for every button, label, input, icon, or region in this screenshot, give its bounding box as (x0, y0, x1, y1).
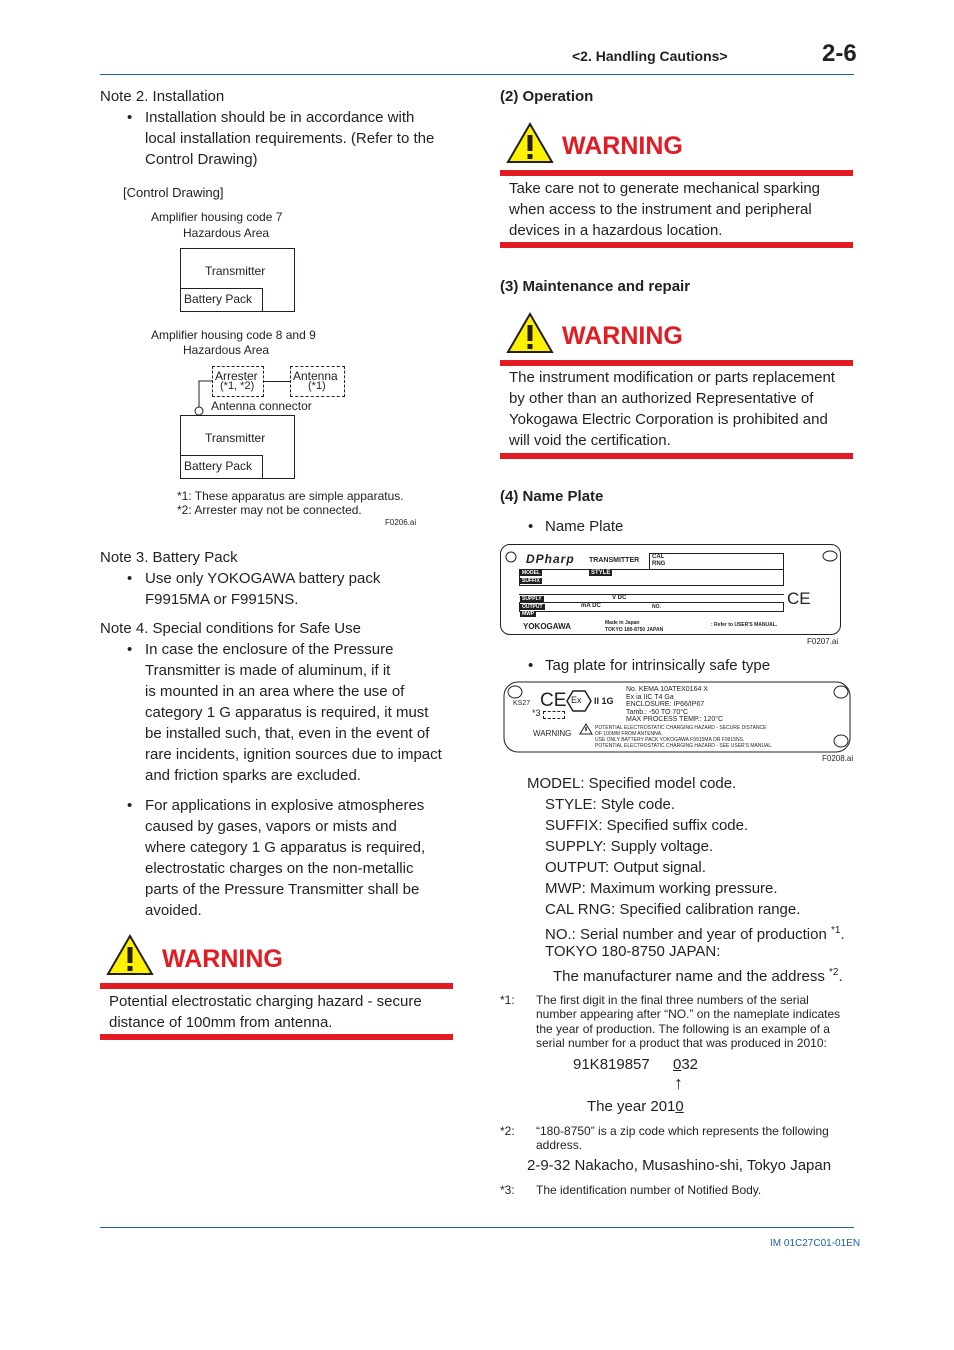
warning-title: WARNING (562, 322, 683, 350)
plate-rng: RNG (652, 561, 666, 567)
arrester-label: Arrester (215, 369, 258, 383)
drawing-footnote-1: *1: These apparatus are simple apparatus. (177, 489, 404, 503)
control-drawing-label: [Control Drawing] (123, 185, 224, 200)
bullet-dot: • (528, 657, 534, 674)
plate-cal: CAL (652, 554, 665, 560)
note2-heading: Note 2. Installation (100, 88, 225, 105)
footnote-1-text: The first digit in the final three numbers of the serial number appearing after “NO.” on the nameplate indicates the year of production. The following is an example of a serial number for a product that was produced in 2010: (536, 993, 841, 1051)
note3-text: Use only YOKOGAWA battery pack F9915MA or F9915NS. (145, 570, 381, 608)
battery-pack-label-2: Battery Pack (184, 459, 253, 473)
warning-triangle-icon (506, 122, 554, 164)
note2-text: Installation should be in accordance with local installation requirements. (Refer to the Control Drawing) (145, 109, 435, 168)
def-output: OUTPUT: Output signal. (545, 859, 706, 876)
warning-bar-bottom (500, 242, 853, 248)
model-field (519, 569, 784, 586)
plate-no: NO. (652, 604, 661, 610)
note4-heading: Note 4. Special conditions for Safe Use (100, 620, 361, 637)
bullet-dot: • (127, 570, 133, 587)
warning-triangle-icon (506, 312, 554, 354)
bullet-dot: • (127, 641, 133, 658)
yokogawa-logo: YOKOGAWA (523, 622, 572, 631)
tag-cert-text: No. KEMA 10ATEX0164 X Ex ia IIC T4 Ga ENCLOSURE: IP66/IP67 Tamb.: -50 TO 70°C MAX PROCESS TEMP.: 120°C (626, 686, 724, 724)
battery-pack-label: Battery Pack (184, 292, 253, 306)
tag-group: II 1G (594, 696, 614, 706)
year-example: The year 2010 (587, 1098, 684, 1115)
arrester-note: (*1, *2) (220, 380, 255, 392)
antenna-label: Antenna (293, 369, 338, 383)
running-header: <2. Handling Cautions> (572, 48, 728, 64)
tag-ks27: KS27 (513, 700, 531, 707)
warning-bar-bottom (100, 1034, 453, 1040)
up-arrow-icon: ↑ (674, 1073, 683, 1093)
def-tokyo: TOKYO 180-8750 JAPAN: (545, 943, 721, 960)
antenna-note: (*1) (308, 380, 326, 392)
def-maker: The manufacturer name and the address $^{*2}$. (553, 967, 843, 985)
footnote-2-text: “180-8750” is a zip code which represents the following address. (536, 1124, 829, 1153)
dpharp-logo: DPharp (526, 552, 575, 566)
header-rule (100, 74, 854, 75)
def-model: MODEL: Specified model code. (527, 775, 737, 792)
bullet-dot: • (127, 109, 133, 126)
note4-bullet2: For applications in explosive atmospheres caused by gases, vapors or mists and where category 1 G apparatus is required, electrostatic charges on the non-metallic parts of the Pressure Transmitter shall be avoided. (145, 797, 426, 919)
footnote-3-mark: *3: (500, 1183, 515, 1197)
tag-star3: *3 (532, 708, 541, 718)
tag-ce-mark: CE (540, 690, 567, 711)
bullet-dot: • (528, 518, 534, 535)
note3-heading: Note 3. Battery Pack (100, 549, 238, 566)
plate-model: MODEL (522, 570, 541, 576)
def-cal: CAL RNG: Specified calibration range. (545, 901, 801, 918)
nameplate-bullet: Name Plate (545, 518, 624, 535)
operation-text: Take care not to generate mechanical sparking when access to the instrument and peripheral devices in a hazardous location. (509, 180, 821, 239)
warning-bar-top (100, 983, 453, 989)
def-supply: SUPPLY: Supply voltage. (545, 838, 714, 855)
warning-bar-top (500, 170, 853, 176)
maintenance-heading: (3) Maintenance and repair (500, 278, 691, 295)
warning-triangle-icon (106, 934, 154, 976)
plate-vdc: V DC (612, 595, 627, 601)
plate-suffix: SUFFIX (522, 578, 540, 584)
footnote-1-mark: *1: (500, 993, 515, 1007)
ce-mark: CE (787, 589, 811, 608)
maintenance-text: The instrument modification or parts replacement by other than an authorized Representative of Yokogawa Electric Corporation is prohibited and will void the certification. (509, 369, 835, 449)
plate-tokyo: TOKYO 180-8750 JAPAN (605, 627, 664, 633)
address-line: 2-9-32 Nakacho, Musashino-shi, Tokyo Japan (527, 1157, 832, 1174)
figure-id: F0206.ai (385, 518, 417, 527)
tag-ex: Ex (571, 695, 582, 705)
document-number: IM 01C27C01-01EN (770, 1238, 861, 1249)
operation-heading: (2) Operation (500, 88, 594, 105)
serial-example-a: 91K819857 (573, 1056, 650, 1073)
footer-rule (100, 1227, 854, 1228)
def-mwp: MWP: Maximum working pressure. (545, 880, 778, 897)
figure-id: F0207.ai (807, 637, 839, 646)
bullet-dot: • (127, 797, 133, 814)
cal-rng-field (649, 553, 784, 570)
plate-refer: : Refer to USER'S MANUAL. (711, 622, 778, 628)
plate-mwp: MWP (522, 611, 535, 617)
transmitter-label-2: Transmitter (205, 431, 266, 445)
small-warning-icon (579, 723, 593, 735)
plate-output: OUTPUT (522, 604, 543, 610)
plate-supply: SUPPLY (522, 596, 542, 602)
antenna-connector-label: Antenna connector (211, 399, 312, 413)
plate-line (519, 594, 784, 595)
warning-left-text: Potential electrostatic charging hazard - secure distance of 100mm from antenna. (109, 993, 422, 1031)
tag-warning-label: WARNING (533, 729, 572, 738)
nameplate-heading: (4) Name Plate (500, 488, 604, 505)
notified-body-box (543, 711, 565, 719)
plate-madc: mA DC (581, 603, 601, 609)
page-number: 2-6 (822, 40, 857, 67)
drawing-footnote-2: *2: Arrester may not be connected. (177, 503, 362, 517)
def-style: STYLE: Style code. (545, 796, 676, 813)
hazardous-area-label: Hazardous Area (183, 226, 270, 240)
warning-title: WARNING (562, 132, 683, 160)
warning-title: WARNING (162, 945, 283, 973)
plate-style: STYLE (591, 570, 611, 576)
code89-label: Amplifier housing code 8 and 9 (151, 328, 316, 342)
hazardous-area-label-2: Hazardous Area (183, 343, 270, 357)
plate-transmitter: TRANSMITTER (589, 557, 640, 564)
connector-line (264, 381, 290, 382)
def-no: NO.: Serial number and year of production $^{*1}$. (545, 925, 845, 943)
warning-bar-top (500, 360, 853, 366)
transmitter-label: Transmitter (205, 264, 266, 278)
figure-id: F0208.ai (822, 754, 854, 763)
serial-example-b: 032 (673, 1056, 699, 1073)
note4-bullet1: In case the enclosure of the Pressure Transmitter is made of aluminum, if it is mounted in an area where the use of category 1 G apparatus is required, it must be installed such, that, even in the event of rare incidents, ignition sources due to impact and friction sparks are excluded. (145, 641, 442, 784)
def-suffix: SUFFIX: Specified suffix code. (545, 817, 749, 834)
code7-label: Amplifier housing code 7 (151, 210, 283, 224)
footnote-2-mark: *2: (500, 1124, 515, 1138)
warning-bar-bottom (500, 453, 853, 459)
tagplate-bullet: Tag plate for intrinsically safe type (545, 657, 771, 674)
footnote-3-text: The identification number of Notified Body. (536, 1183, 762, 1197)
tag-warning-text: POTENTIAL ELECTROSTATIC CHARGING HAZARD - SECURE DISTANCE OF 100MM FROM ANTENNA. USE ONLY BATTERY PACK YOKOGAWA F9915MA OR F9915NS. POTENTIAL ELECTROSTATIC CHARGING HAZARD - SEE USER'S MANUAL. (595, 725, 773, 749)
plate-made-in: Made in Japan (605, 620, 640, 626)
